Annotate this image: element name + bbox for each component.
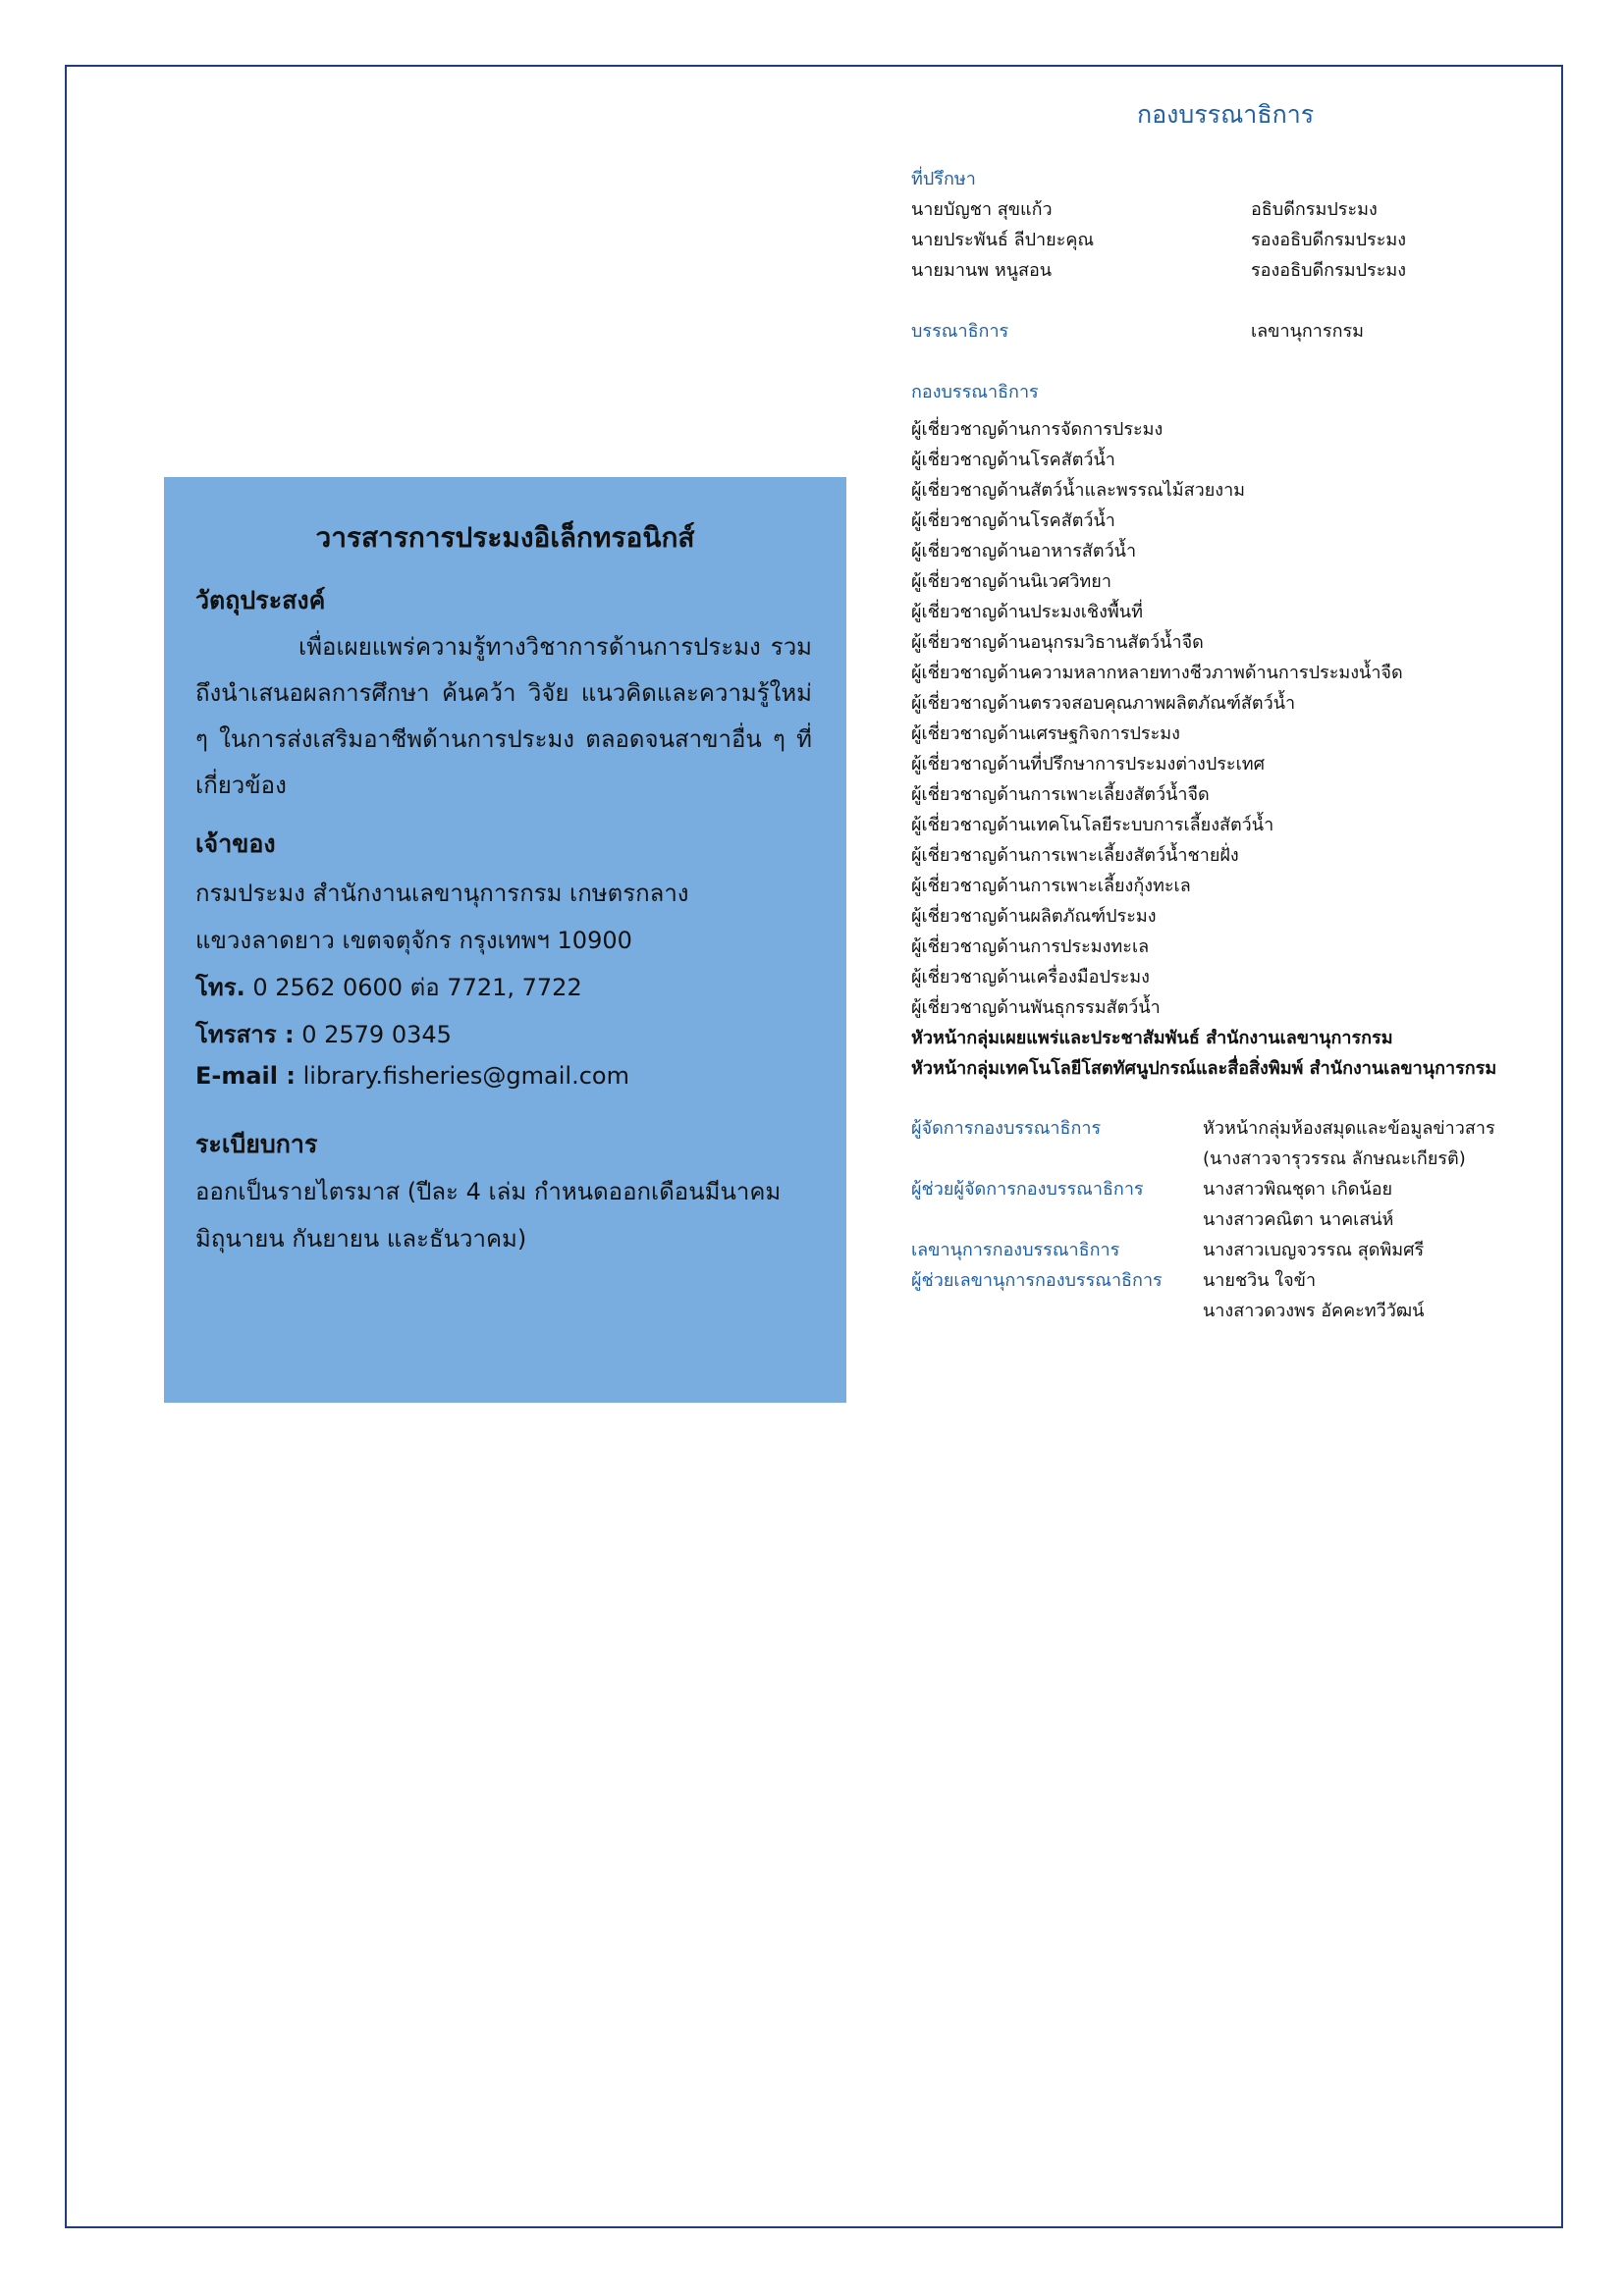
fax-line (195, 1015, 452, 1053)
list-item: หัวหน้ากลุ่มเทคโนโลยีโสตทัศนูปกรณ์และสื่อสิ่งพิมพ์ สำนักงานเลขานุการกรม (911, 1058, 1497, 1079)
assistant-manager-line: นางสาวพิณชุดา เกิดน้อย (1203, 1179, 1393, 1200)
fax-value: 0 2579 0345 (301, 1021, 452, 1048)
list-item: ผู้เชี่ยวชาญด้านตรวจสอบคุณภาพผลิตภัณฑ์สัตว์น้ำ (911, 693, 1296, 714)
owner-address-2: แขวงลาดยาว เขตจตุจักร กรุงเทพฯ 10900 (195, 927, 632, 954)
list-item: ผู้เชี่ยวชาญด้านการเพาะเลี้ยงสัตว์น้ำชายฝั่ง (911, 845, 1239, 866)
advisor-position: อธิบดีกรมประมง (1251, 199, 1378, 220)
phone-value: 0 2562 0600 ต่อ 7721, 7722 (252, 974, 582, 1001)
email-value: library.fisheries@gmail.com (302, 1062, 629, 1090)
advisor-position: รองอธิบดีกรมประมง (1251, 230, 1407, 250)
list-item: ผู้เชี่ยวชาญด้านการเพาะเลี้ยงสัตว์น้ำจืด (911, 784, 1210, 805)
editorial-board-list (911, 414, 1540, 1084)
editor-heading: บรรณาธิการ (911, 321, 1009, 342)
list-item: ผู้เชี่ยวชาญด้านเครื่องมือประมง (911, 967, 1150, 988)
secretary-line: นางสาวเบญจวรรณ สุดพิมศรี (1203, 1240, 1425, 1260)
list-item: ผู้เชี่ยวชาญด้านเศรษฐกิจการประมง (911, 723, 1180, 744)
schedule-heading: ระเบียบการ (195, 1130, 318, 1158)
assistant-secretary-heading: ผู้ช่วยเลขานุการกองบรรณาธิการ (911, 1270, 1163, 1291)
assistant-manager-line: นางสาวคณิตา นาคเสน่ห์ (1203, 1209, 1394, 1230)
list-item: ผู้เชี่ยวชาญด้านโรคสัตว์น้ำ (911, 510, 1115, 531)
secretary-heading: เลขานุการกองบรรณาธิการ (911, 1240, 1120, 1260)
advisors-heading: ที่ปรึกษา (911, 169, 976, 189)
fax-label: โทรสาร : (195, 1021, 295, 1048)
assistant-secretary-line: นางสาวดวงพร อัคคะทวีวัฒน์ (1203, 1301, 1425, 1321)
list-item: ผู้เชี่ยวชาญด้านพันธุกรรมสัตว์น้ำ (911, 997, 1161, 1018)
assistant-manager-heading: ผู้ช่วยผู้จัดการกองบรรณาธิการ (911, 1179, 1144, 1200)
editor-position: เลขานุการกรม (1251, 321, 1365, 342)
journal-title: วารสารการประมงอิเล็กทรอนิกส์ (315, 521, 695, 554)
assistant-secretary-line: นายชวิน ใจข้า (1203, 1270, 1317, 1291)
email-line (195, 1062, 629, 1090)
manager-heading: ผู้จัดการกองบรรณาธิการ (911, 1118, 1102, 1139)
list-item: ผู้เชี่ยวชาญด้านประมงเชิงพื้นที่ (911, 602, 1143, 622)
phone-label: โทร. (195, 974, 245, 1001)
list-item: ผู้เชี่ยวชาญด้านความหลากหลายทางชีวภาพด้านการประมงน้ำจืด (911, 663, 1403, 683)
list-item: ผู้เชี่ยวชาญด้านที่ปรึกษาการประมงต่างประเทศ (911, 754, 1266, 774)
list-item: ผู้เชี่ยวชาญด้านเทคโนโลยีระบบการเลี้ยงสัตว์น้ำ (911, 815, 1274, 835)
list-item: ผู้เชี่ยวชาญด้านโรคสัตว์น้ำ (911, 450, 1115, 470)
advisor-name: นายประพันธ์ ลีปายะคุณ (911, 230, 1095, 250)
schedule-line-1: ออกเป็นรายไตรมาส (ปีละ 4 เล่ม กำหนดออกเดือนมีนาคม (195, 1178, 782, 1205)
list-item: ผู้เชี่ยวชาญด้านอนุกรมวิธานสัตว์น้ำจืด (911, 632, 1204, 653)
list-item: ผู้เชี่ยวชาญด้านอาหารสัตว์น้ำ (911, 541, 1137, 561)
editorial-board-heading: กองบรรณาธิการ (911, 382, 1039, 402)
objective-heading: วัตถุประสงค์ (195, 586, 326, 614)
advisor-position: รองอธิบดีกรมประมง (1251, 260, 1407, 281)
advisor-name: นายบัญชา สุขแก้ว (911, 199, 1053, 220)
list-item: ผู้เชี่ยวชาญด้านการเพาะเลี้ยงกุ้งทะเล (911, 876, 1191, 896)
list-item: ผู้เชี่ยวชาญด้านนิเวศวิทยา (911, 571, 1111, 592)
phone-line (195, 968, 582, 1006)
manager-line: หัวหน้ากลุ่มห้องสมุดและข้อมูลข่าวสาร (1203, 1118, 1495, 1139)
list-item: ผู้เชี่ยวชาญด้านผลิตภัณฑ์ประมง (911, 906, 1157, 927)
advisor-name: นายมานพ หนูสอน (911, 260, 1053, 281)
manager-line: (นางสาวจารุวรรณ ลักษณะเกียรติ) (1203, 1148, 1466, 1169)
list-item: หัวหน้ากลุ่มเผยแพร่และประชาสัมพันธ์ สำนักงานเลขานุการกรม (911, 1028, 1393, 1048)
schedule-line-2: มิถุนายน กันยายน และธันวาคม) (195, 1225, 527, 1253)
email-label: E-mail : (195, 1062, 296, 1090)
list-item: ผู้เชี่ยวชาญด้านการจัดการประมง (911, 419, 1164, 440)
board-title: กองบรรณาธิการ (1137, 100, 1315, 129)
objective-text: เพื่อเผยแพร่ความรู้ทางวิชาการด้านการประมง รวมถึงนำเสนอผลการศึกษา ค้นคว้า วิจัย แนวคิดและความรู้ใหม่ ๆ ในการส่งเสริมอาชีพด้านการประมง ตลอดจนสาขาอื่น ๆ ที่เกี่ยวข้อง (195, 633, 812, 799)
journal-info-box (164, 477, 846, 1403)
owner-heading: เจ้าของ (195, 829, 276, 858)
list-item: ผู้เชี่ยวชาญด้านการประมงทะเล (911, 936, 1150, 957)
list-item: ผู้เชี่ยวชาญด้านสัตว์น้ำและพรรณไม้สวยงาม (911, 480, 1246, 501)
owner-address-1: กรมประมง สำนักงานเลขานุการกรม เกษตรกลาง (195, 880, 689, 907)
